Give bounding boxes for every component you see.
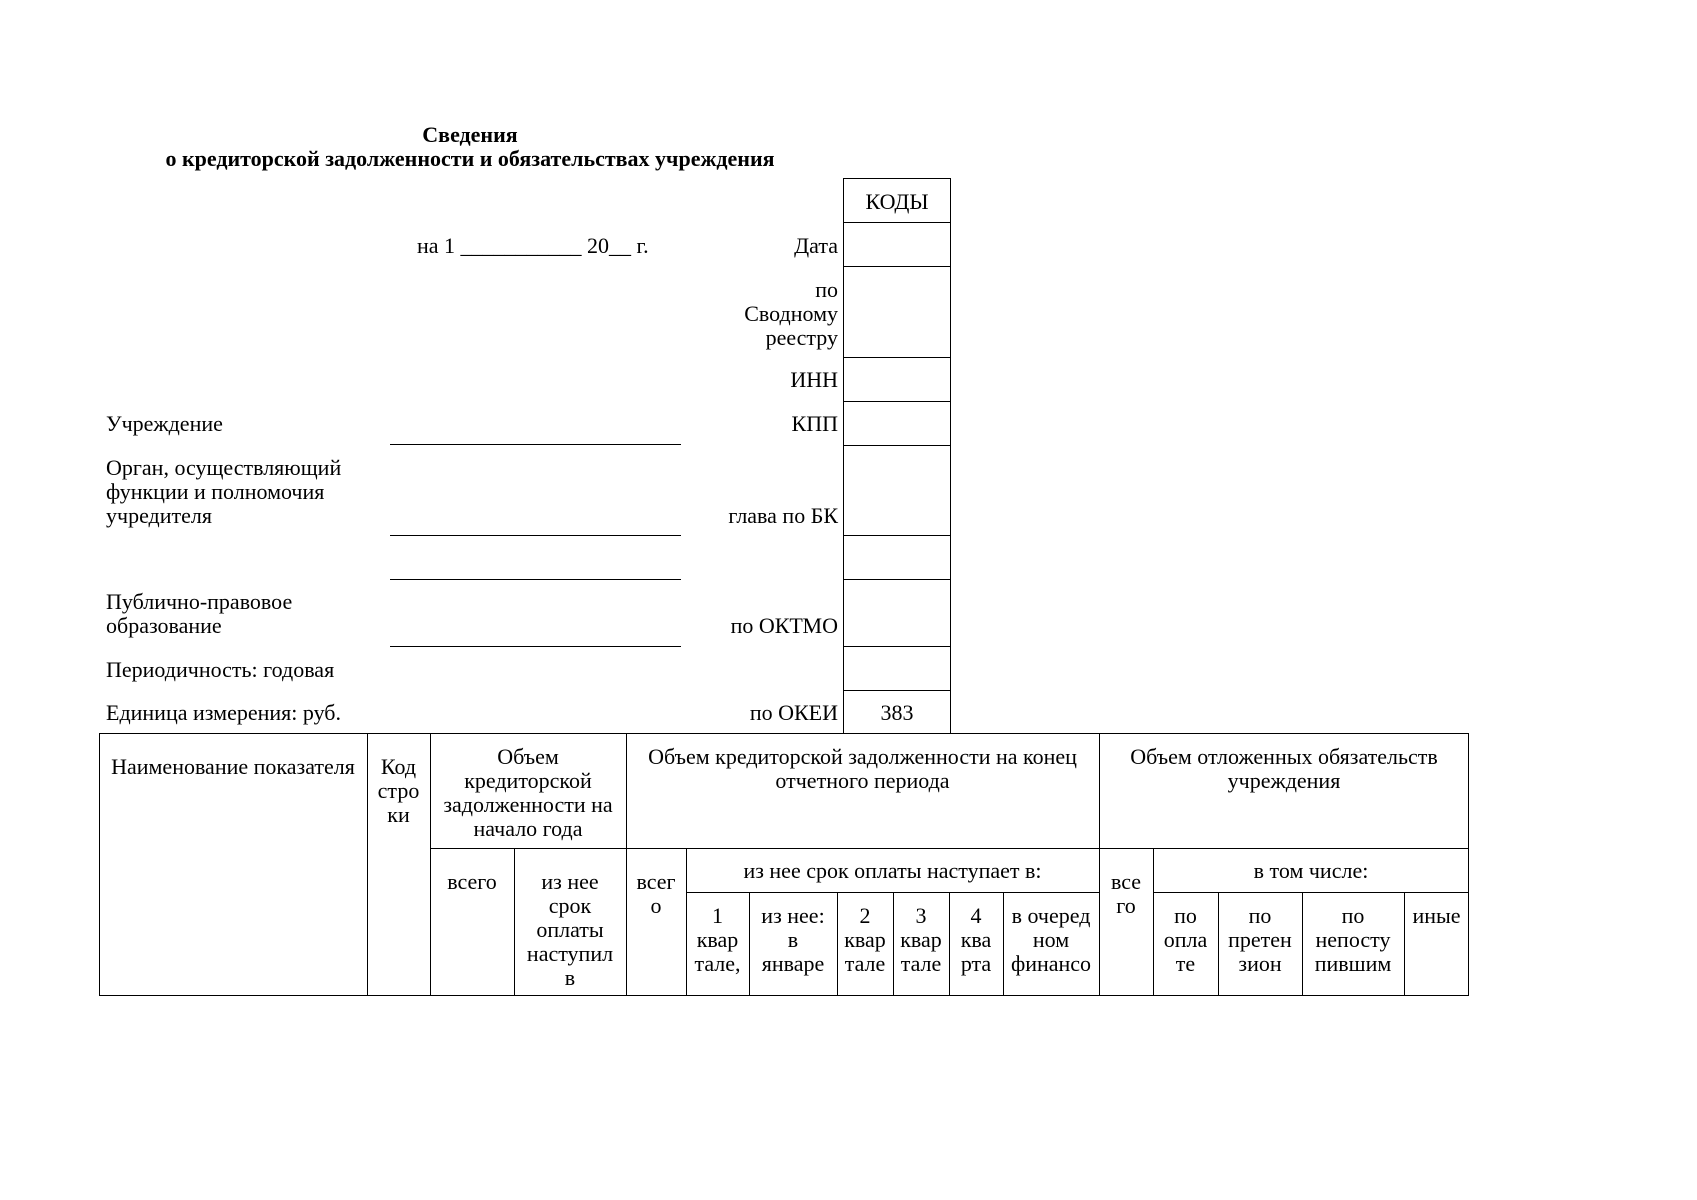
table-hline: [686, 892, 1099, 893]
col-end-due-header: из нее срок оплаты наступает в:: [743, 858, 1042, 883]
col-q2-2: квар: [844, 927, 886, 952]
col-payment-2: опла: [1163, 927, 1208, 952]
col-payment-3: те: [1175, 951, 1196, 976]
table-hline: [430, 848, 1469, 849]
label-institution: Учреждение: [106, 411, 223, 436]
group-end-1: Объем кредиторской задолженности на конец: [648, 744, 1077, 769]
founder-field[interactable]: [390, 535, 681, 536]
col-claims-3: зион: [1238, 951, 1282, 976]
col-q1-1: 1: [712, 903, 723, 928]
okei-code-value[interactable]: 383: [880, 700, 914, 725]
col-jan-1: из нее:: [761, 903, 825, 928]
codes-divider: [843, 535, 951, 536]
group-deferred-1: Объем отложенных обязательств: [1130, 744, 1438, 769]
col-start-overdue-4: наступил: [526, 941, 614, 966]
col-q2-1: 2: [859, 903, 871, 928]
col-jan-2: в: [787, 927, 799, 952]
col-start-overdue-3: оплаты: [536, 917, 604, 942]
codes-divider: [843, 266, 951, 267]
col-incl-header: в том числе:: [1253, 858, 1369, 883]
col-deferred-total-2: го: [1116, 893, 1136, 918]
col-line-code-3: ки: [387, 802, 410, 827]
label-okei: по ОКЕИ: [749, 700, 838, 725]
label-founder-2: функции и полномочия: [106, 479, 325, 504]
founder-field-extra[interactable]: [390, 579, 681, 580]
group-start-3: задолженности на: [443, 792, 613, 817]
col-q1-2: квар: [696, 927, 739, 952]
label-public-entity-1: Публично-правовое: [106, 589, 293, 614]
codes-divider: [843, 357, 951, 358]
col-indicator-name: Наименование показателя: [111, 754, 355, 779]
col-start-overdue-5: в: [564, 965, 576, 990]
label-founder-3: учредителя: [106, 503, 212, 528]
col-payment-1: по: [1174, 903, 1197, 928]
report-date-line[interactable]: на 1 ___________ 20__ г.: [417, 233, 649, 258]
col-deferred-total-1: все: [1110, 869, 1142, 894]
col-start-total: всего: [447, 869, 497, 894]
col-q4-3: рта: [960, 951, 992, 976]
col-jan-3: январе: [761, 951, 825, 976]
label-founder-1: Орган, осуществляющий: [106, 455, 342, 480]
col-q2-3: тале: [844, 951, 886, 976]
col-claims-1: по: [1248, 903, 1272, 928]
col-q1-3: тале,: [694, 951, 741, 976]
col-line-code-1: Код: [380, 754, 417, 779]
codes-divider: [843, 579, 951, 580]
col-claims-2: претен: [1228, 927, 1292, 952]
label-kpp: КПП: [791, 411, 838, 436]
title-line-2: о кредиторской задолженности и обязательствах учреждения: [165, 146, 775, 171]
col-end-total-2: о: [650, 893, 662, 918]
label-registry-3: реестру: [765, 325, 838, 350]
label-registry-2: Сводному: [744, 301, 838, 326]
col-next-fy-3: финансо: [1010, 951, 1092, 976]
group-start-1: Объем: [497, 744, 559, 769]
group-deferred-2: учреждения: [1227, 768, 1341, 793]
codes-box: [843, 178, 951, 734]
col-q3-2: квар: [900, 927, 942, 952]
institution-field[interactable]: [390, 444, 681, 445]
col-start-overdue-2: срок: [548, 893, 592, 918]
codes-divider: [843, 690, 951, 691]
col-q4-1: 4: [970, 903, 982, 928]
col-q4-2: ква: [960, 927, 992, 952]
label-registry-1: по: [815, 277, 838, 302]
label-date: Дата: [794, 233, 838, 258]
group-start-4: начало года: [473, 816, 583, 841]
col-undelivered-3: пившим: [1314, 951, 1392, 976]
col-q3-1: 3: [915, 903, 927, 928]
label-public-entity-2: образование: [106, 613, 222, 638]
public-entity-field[interactable]: [390, 646, 681, 647]
col-start-overdue-1: из нее: [541, 869, 599, 894]
table-hline: [1153, 892, 1469, 893]
group-start-2: кредиторской: [464, 768, 592, 793]
col-next-fy-1: в очеред: [1011, 903, 1091, 928]
title-line-1: Сведения: [422, 122, 518, 147]
label-inn: ИНН: [790, 367, 838, 392]
codes-divider: [843, 401, 951, 402]
codes-divider: [843, 445, 951, 446]
col-line-code-2: стро: [377, 778, 420, 803]
col-next-fy-2: ном: [1032, 927, 1070, 952]
label-unit: Единица измерения: руб.: [106, 700, 341, 725]
codes-divider: [843, 222, 951, 223]
label-bk: глава по БК: [728, 503, 838, 528]
label-oktmo: по ОКТМО: [730, 613, 838, 638]
col-undelivered-2: непосту: [1315, 927, 1391, 952]
group-end-2: отчетного периода: [775, 768, 950, 793]
col-q3-3: тале: [900, 951, 942, 976]
codes-divider: [843, 646, 951, 647]
label-periodicity: Периодичность: годовая: [106, 657, 335, 682]
codes-header: КОДЫ: [865, 189, 929, 214]
col-undelivered-1: по: [1341, 903, 1365, 928]
col-other: иные: [1412, 903, 1461, 928]
col-end-total-1: всег: [636, 869, 676, 894]
